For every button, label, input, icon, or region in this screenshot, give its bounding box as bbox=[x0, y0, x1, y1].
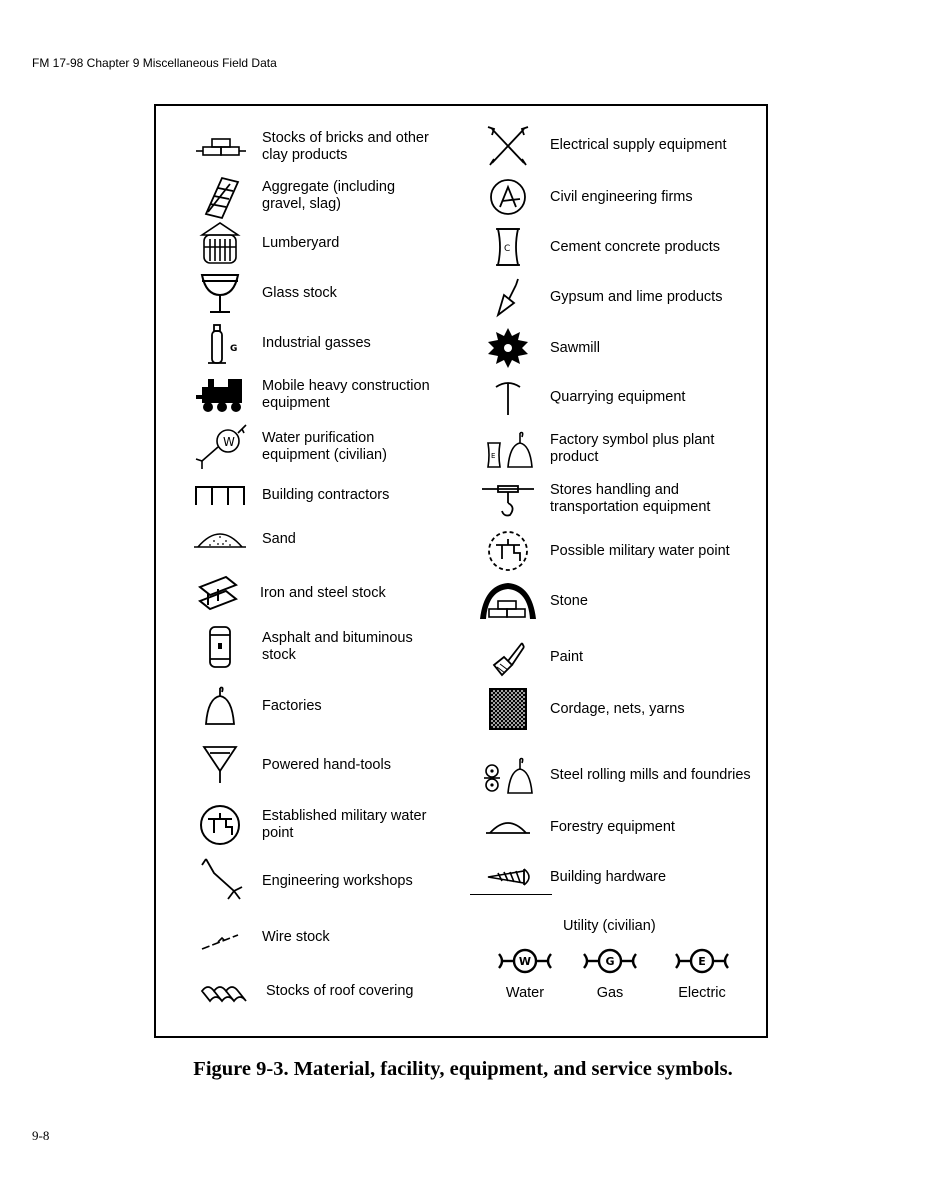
symbol-label: Forestry equipment bbox=[550, 818, 675, 835]
figure-caption: Figure 9-3. Material, facility, equipment, and service symbols. bbox=[193, 1058, 733, 1080]
utility-gas-icon bbox=[578, 944, 642, 978]
symbol-label: Aggregate (including gravel, slag) bbox=[262, 179, 396, 212]
symbol-paint bbox=[478, 634, 760, 680]
stone-icon bbox=[478, 578, 538, 624]
symbol-powered-hand-tools bbox=[190, 742, 442, 788]
symbol-asphalt bbox=[190, 624, 442, 670]
symbol-label: Asphalt and bituminous stock bbox=[262, 630, 413, 663]
symbol-label: Industrial gasses bbox=[262, 334, 371, 351]
symbol-sand bbox=[190, 516, 442, 562]
symbol-wire-stock bbox=[190, 914, 442, 960]
page-number: 9-8 bbox=[32, 1128, 50, 1143]
symbol-water-purification bbox=[190, 424, 442, 470]
steel-beam-icon bbox=[188, 570, 248, 616]
svg-text:G: G bbox=[605, 955, 615, 968]
symbol-industrial-gasses bbox=[190, 320, 442, 366]
utility-electric-icon bbox=[670, 944, 734, 978]
trowel-icon bbox=[478, 274, 538, 320]
symbol-sawmill bbox=[478, 325, 760, 371]
factory-bell-icon bbox=[190, 683, 250, 729]
symbol-steel-rolling-mills bbox=[478, 752, 760, 798]
roof-covering-icon bbox=[194, 968, 254, 1014]
symbol-label: Lumberyard bbox=[262, 234, 340, 251]
symbol-label: Paint bbox=[550, 648, 584, 665]
utility-water bbox=[485, 944, 565, 1001]
lumberyard-icon bbox=[190, 220, 250, 266]
symbol-lumberyard bbox=[190, 220, 442, 266]
symbol-label: Sawmill bbox=[550, 339, 600, 356]
symbol-label: Glass stock bbox=[262, 284, 337, 301]
symbol-mobile-heavy-equipment bbox=[190, 372, 442, 418]
bricks-icon bbox=[190, 124, 250, 170]
workshop-icon bbox=[190, 858, 250, 904]
svg-text:G: G bbox=[230, 344, 238, 354]
factory-plant-icon bbox=[478, 426, 538, 472]
symbol-label: Established military water point bbox=[262, 808, 427, 841]
symbol-label: Steel rolling mills and foundries bbox=[550, 766, 751, 783]
sand-pile-icon bbox=[190, 516, 250, 562]
symbol-label: Building hardware bbox=[550, 868, 667, 885]
wire-icon bbox=[190, 914, 250, 960]
symbol-label: Possible military water point bbox=[550, 542, 730, 559]
utility-label: Gas bbox=[596, 985, 624, 1001]
utility-label: Water bbox=[505, 985, 545, 1001]
utility-title: Utility (civilian) bbox=[563, 918, 656, 934]
symbol-label: Powered hand-tools bbox=[262, 756, 391, 773]
funnel-icon bbox=[190, 742, 250, 788]
symbol-roof-covering bbox=[194, 968, 446, 1014]
gas-cylinder-icon bbox=[190, 320, 250, 366]
symbol-iron-steel bbox=[188, 570, 440, 616]
symbol-electrical-supply bbox=[478, 122, 760, 168]
building-contractors-icon bbox=[190, 472, 250, 518]
barrel-icon bbox=[190, 624, 250, 670]
crane-hook-icon bbox=[478, 476, 538, 522]
symbol-label: Mobile heavy construction equipment bbox=[262, 378, 430, 411]
symbol-label: Stocks of roof covering bbox=[266, 982, 414, 999]
utility-electric bbox=[662, 944, 742, 1001]
net-icon bbox=[478, 686, 538, 732]
symbol-label: Cordage, nets, yarns bbox=[550, 700, 685, 717]
svg-text:E: E bbox=[698, 955, 706, 968]
symbol-label: Sand bbox=[262, 530, 296, 547]
svg-text:C: C bbox=[504, 244, 511, 254]
symbol-cement bbox=[478, 224, 760, 270]
symbol-forestry bbox=[478, 804, 760, 850]
pickaxe-icon bbox=[478, 374, 538, 420]
civil-engineering-icon bbox=[478, 174, 538, 220]
aggregate-icon bbox=[190, 173, 250, 219]
symbol-label: Stone bbox=[550, 592, 588, 609]
symbol-label: Factories bbox=[262, 697, 322, 714]
locomotive-icon bbox=[190, 372, 250, 418]
forestry-icon bbox=[478, 804, 538, 850]
symbol-engineering-workshops bbox=[190, 858, 442, 904]
military-water-point-icon bbox=[190, 802, 250, 848]
symbol-label: Engineering workshops bbox=[262, 872, 413, 889]
symbol-label: Quarrying equipment bbox=[550, 388, 686, 405]
utility-divider bbox=[470, 894, 552, 895]
symbol-factory-plant bbox=[478, 426, 760, 472]
possible-water-point-icon bbox=[478, 528, 538, 574]
utility-label: Electric bbox=[678, 985, 726, 1001]
electrical-supply-icon bbox=[478, 122, 538, 168]
symbol-label: Factory symbol plus plant product bbox=[550, 432, 715, 465]
symbol-bricks bbox=[190, 124, 442, 170]
symbol-glass bbox=[190, 270, 442, 316]
symbol-label: Civil engineering firms bbox=[550, 188, 693, 205]
symbol-possible-water-point bbox=[478, 528, 760, 574]
symbol-label: Cement concrete products bbox=[550, 238, 721, 255]
utility-water-icon bbox=[493, 944, 557, 978]
utility-gas bbox=[570, 944, 650, 1001]
symbol-civil-engineering bbox=[478, 174, 760, 220]
paintbrush-icon bbox=[478, 634, 538, 680]
symbol-label: Water purification equipment (civilian) bbox=[262, 430, 387, 463]
rolling-mill-icon bbox=[478, 752, 538, 798]
symbol-label: Electrical supply equipment bbox=[550, 136, 727, 153]
svg-text:W: W bbox=[223, 435, 235, 449]
symbol-stone bbox=[478, 578, 760, 624]
symbol-stores-handling bbox=[478, 476, 760, 522]
glass-icon bbox=[190, 270, 250, 316]
symbol-label: Building contractors bbox=[262, 486, 390, 503]
svg-text:W: W bbox=[518, 955, 532, 968]
symbol-cordage bbox=[478, 686, 760, 732]
symbol-aggregate bbox=[190, 173, 442, 219]
sawblade-icon bbox=[478, 325, 538, 371]
symbol-quarrying bbox=[478, 374, 760, 420]
symbol-label: Gypsum and lime products bbox=[550, 288, 723, 305]
symbol-label: Wire stock bbox=[262, 928, 330, 945]
symbol-gypsum-lime bbox=[478, 274, 760, 320]
page-header: FM 17-98 Chapter 9 Miscellaneous Field Data bbox=[32, 56, 277, 70]
svg-text:E: E bbox=[491, 452, 496, 460]
water-purification-icon bbox=[190, 424, 250, 470]
symbol-factories bbox=[190, 683, 442, 729]
symbol-label: Iron and steel stock bbox=[260, 584, 386, 601]
cement-icon bbox=[478, 224, 538, 270]
symbol-established-water-point bbox=[190, 802, 442, 848]
symbol-label: Stocks of bricks and other clay products bbox=[262, 130, 429, 163]
symbol-building-contractors bbox=[190, 472, 442, 518]
symbol-label: Stores handling and transportation equipment bbox=[550, 482, 711, 515]
